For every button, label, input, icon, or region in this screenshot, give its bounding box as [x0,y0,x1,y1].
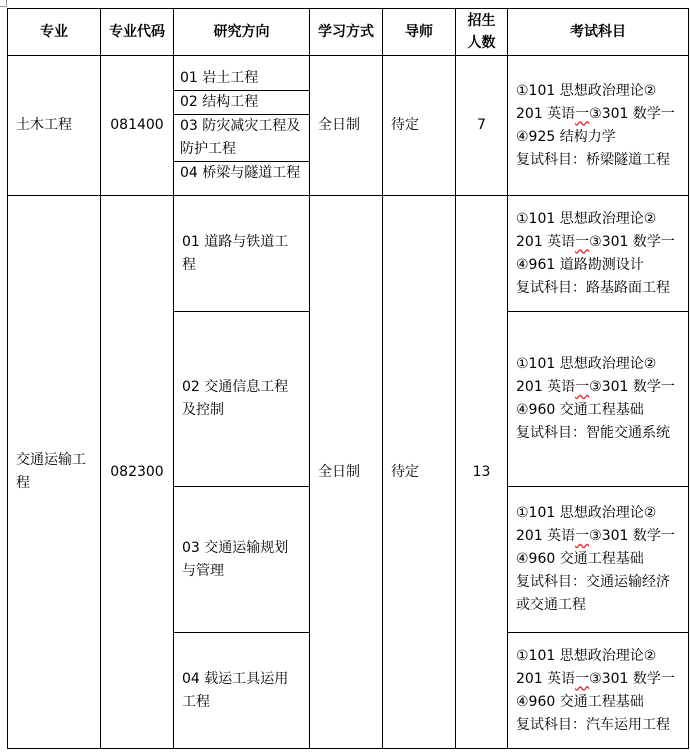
exam-retest: 复试科目：智能交通系统 [516,425,670,441]
header-mode: 学习方式 [310,9,383,56]
corner-marker [0,0,7,7]
exam-politics: ①101 思想政治理论② [516,505,657,521]
exam-retest: 复试科目：桥梁隧道工程 [516,151,670,168]
direction-item: 01 岩土工程 [174,67,309,91]
direction-cell: 02 交通信息工程及控制 [174,312,310,487]
direction-cell: 01 道路与铁道工程 [174,196,310,312]
header-exams: 考试科目 [508,9,689,56]
header-quota: 招生人数 [456,9,508,56]
quota-cell: 13 [456,196,508,749]
exam-cell [508,196,689,312]
table-row-transport-1 [8,196,689,312]
mode-cell: 全日制 [310,196,383,749]
header-major: 专业 [8,9,101,56]
exam-politics: ①101 思想政治理论② [516,82,657,99]
exam-cell [508,312,689,487]
exam-retest: 复试科目：路基路面工程 [516,279,670,296]
exam-professional: ④960 交通工程基础 [516,551,644,567]
direction-item: 04 桥梁与隧道工程 [180,164,301,181]
advisor-cell: 待定 [383,56,456,196]
exam-english-math: 201 英语一③301 数学一 [516,528,675,544]
header-direction: 研究方向 [174,9,310,56]
table-row-civil [8,56,689,196]
exam-english-math: 201 英语一③301 数学一 [516,379,675,395]
header-row [8,9,689,56]
exam-retest: 复试科目：交通运输经济或交通工程 [516,574,670,613]
direction-cell [174,56,310,196]
direction-cell: 04 载运工具运用工程 [174,633,310,749]
exam-professional: ④960 交通工程基础 [516,402,644,418]
exam-english-math: 201 英语一③301 数学一 [516,670,675,687]
exam-professional: ④960 交通工程基础 [516,693,644,710]
code-cell: 082300 [101,196,174,749]
exam-english-math: 201 英语一③301 数学一 [516,105,675,122]
exam-professional: ④961 道路勘测设计 [516,256,644,273]
exam-cell [508,487,689,633]
direction-item: 02 结构工程 [174,90,309,114]
exam-politics: ①101 思想政治理论② [516,210,657,227]
quota-cell: 7 [456,56,508,196]
exam-english-math: 201 英语一③301 数学一 [516,233,675,250]
direction-list [174,67,309,185]
advisor-cell: 待定 [383,196,456,749]
exam-politics: ①101 思想政治理论② [516,647,657,664]
major-cell: 土木工程 [8,56,101,196]
direction-cell: 03 交通运输规划与管理 [174,487,310,633]
major-cell: 交通运输工程 [8,196,101,749]
admissions-table [7,8,689,749]
exam-cell [508,633,689,749]
code-cell: 081400 [101,56,174,196]
exam-retest: 复试科目：汽车运用工程 [516,716,670,733]
exam-politics: ①101 思想政治理论② [516,356,657,372]
exam-professional: ④925 结构力学 [516,128,616,145]
header-code: 专业代码 [101,9,174,56]
exam-cell [508,56,689,196]
direction-item: 03 防灾减灾工程及防护工程 [174,114,309,161]
mode-cell: 全日制 [310,56,383,196]
header-advisor: 导师 [383,9,456,56]
